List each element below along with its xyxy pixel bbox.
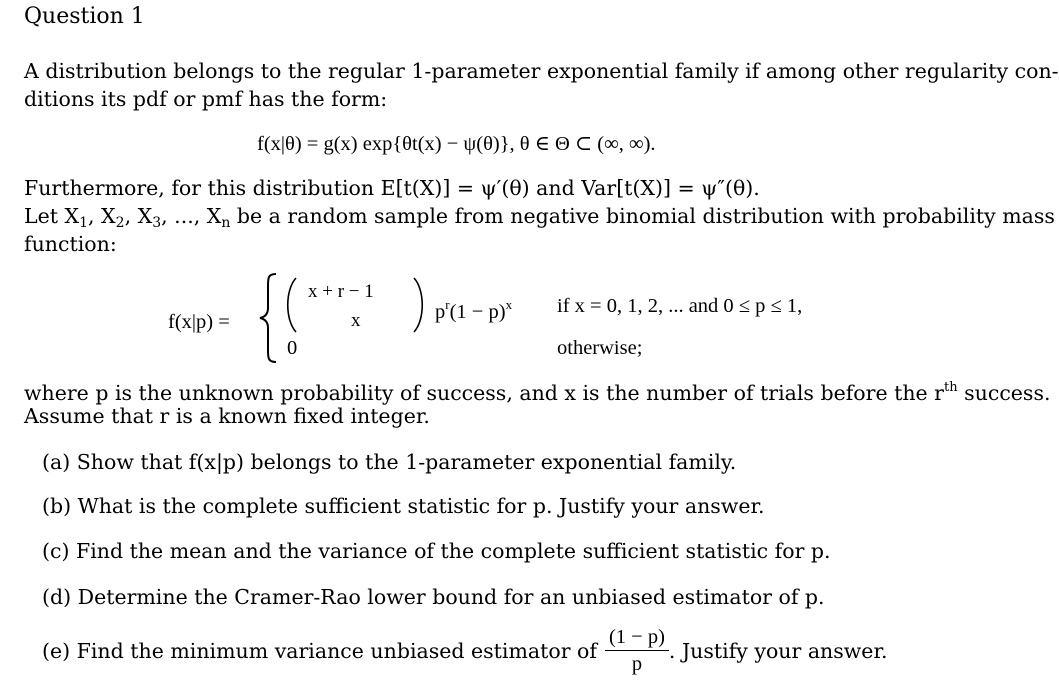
part-c: (c) Find the mean and the variance of the complete sufficient statistic for p. xyxy=(42,539,831,563)
intro-line-1: A distribution belongs to the regular 1-parameter exponential family if among other regularity con- xyxy=(24,59,1059,83)
part-d: (d) Determine the Cramer-Rao lower bound for an unbiased estimator of p. xyxy=(42,585,825,609)
part-e-fraction xyxy=(605,626,669,676)
part-e xyxy=(42,626,888,676)
assume-line: Assume that r is a known fixed integer. xyxy=(24,404,430,428)
binom-bottom: x xyxy=(351,310,361,331)
fraction-denominator: p xyxy=(631,653,643,675)
pmf-condition: if x = 0, 1, 2, ... and 0 ≤ p ≤ 1, xyxy=(557,295,803,317)
part-e-suffix: . Justify your answer. xyxy=(668,639,888,663)
piecewise-brace xyxy=(258,272,280,364)
exponential-family-equation: f(x|θ) = g(x) exp{θt(x) − ψ(θ)}, θ ∈ Θ ⊂ (∞, ∞). xyxy=(257,133,656,155)
part-b: (b) What is the complete sufficient statistic for p. Justify your answer. xyxy=(42,494,765,518)
pmf-expression: $p^r(1 - p)^x$ xyxy=(435,297,513,323)
where-line: where p is the unknown probability of success, and x is the number of trials before the $r^{th}$ success. xyxy=(24,380,1051,405)
binom-right-paren xyxy=(411,276,427,334)
pmf-otherwise: otherwise; xyxy=(557,337,643,359)
intro-line-2: ditions its pdf or pmf has the form: xyxy=(24,87,388,111)
question-title: Question 1 xyxy=(24,4,145,29)
part-e-prefix: (e) Find the minimum variance unbiased estimator of xyxy=(42,639,597,663)
pmf-zero: 0 xyxy=(287,337,298,359)
function-line: function: xyxy=(24,232,117,256)
part-a: (a) Show that f(x|p) belongs to the 1-parameter exponential family. xyxy=(42,450,737,474)
furthermore-line: Furthermore, for this distribution E[t(X)] = ψ′(θ) and Var[t(X)] = ψ″(θ). xyxy=(24,176,760,200)
random-sample-line: Let $X_1$, $X_2$, $X_3$, ..., $X_n$ be a random sample from negative binomial distribution with probability mass xyxy=(24,204,1055,231)
binom-left-paren xyxy=(283,276,299,334)
binom-top: x + r − 1 xyxy=(308,281,374,302)
pmf-lhs: f(x|p) = xyxy=(168,311,230,333)
fraction-numerator: (1 − p) xyxy=(605,626,669,651)
